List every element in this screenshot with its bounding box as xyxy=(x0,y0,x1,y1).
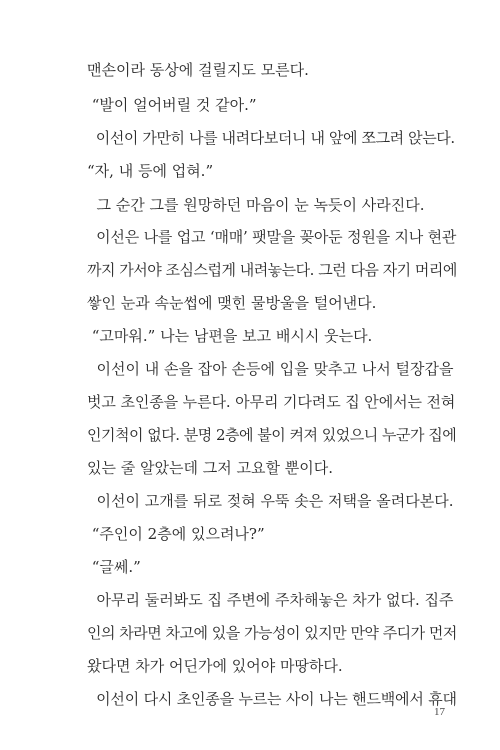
text-line: 이선이 내 손을 잡아 손등에 입을 맞추고 나서 털장갑을 xyxy=(87,360,454,378)
text-line: “고마워.” 나는 남편을 보고 배시시 웃는다. xyxy=(87,327,373,345)
page-number: 17 xyxy=(434,706,445,718)
text-line: “글쎄.” xyxy=(87,558,141,576)
text-line: 이선이 가만히 나를 내려다보더니 내 앞에 쪼그려 앉는다. xyxy=(87,129,455,147)
text-line: 벗고 초인종을 누른다. 아무리 기다려도 집 안에서는 전혀 xyxy=(87,393,456,411)
text-line: 맨손이라 동상에 걸릴지도 모른다. xyxy=(87,61,309,79)
text-line: 그 순간 그를 원망하던 마음이 눈 녹듯이 사라진다. xyxy=(87,196,425,214)
text-line: 인기척이 없다. 분명 2층에 불이 켜져 있었으니 누군가 집에 xyxy=(87,426,457,444)
text-line: “발이 얼어버릴 것 같아.” xyxy=(87,96,257,114)
text-line: 왔다면 차가 어딘가에 있어야 마땅하다. xyxy=(87,657,343,675)
text-line: 이선은 나를 업고 ‘매매’ 팻말을 꽂아둔 정원을 지나 현관 xyxy=(87,228,457,246)
text-line: 인의 차라면 차고에 있을 가능성이 있지만 만약 주디가 먼저 xyxy=(87,624,457,642)
text-line: “주인이 2층에 있으려나?” xyxy=(87,525,265,543)
text-line: “자, 내 등에 업혀.” xyxy=(87,162,214,180)
text-line: 아무리 둘러봐도 집 주변에 주차해놓은 차가 없다. 집주 xyxy=(87,591,454,609)
text-line: 쌓인 눈과 속눈썹에 맺힌 물방울을 털어낸다. xyxy=(87,294,377,312)
text-line: 까지 가서야 조심스럽게 내려놓는다. 그런 다음 자기 머리에 xyxy=(87,261,457,279)
text-line: 이선이 고개를 뒤로 젖혀 우뚝 솟은 저택을 올려다본다. xyxy=(87,492,454,510)
text-line: 이선이 다시 초인종을 누르는 사이 나는 핸드백에서 휴대 xyxy=(87,690,457,708)
text-line: 있는 줄 알았는데 그저 고요할 뿐이다. xyxy=(87,459,333,477)
